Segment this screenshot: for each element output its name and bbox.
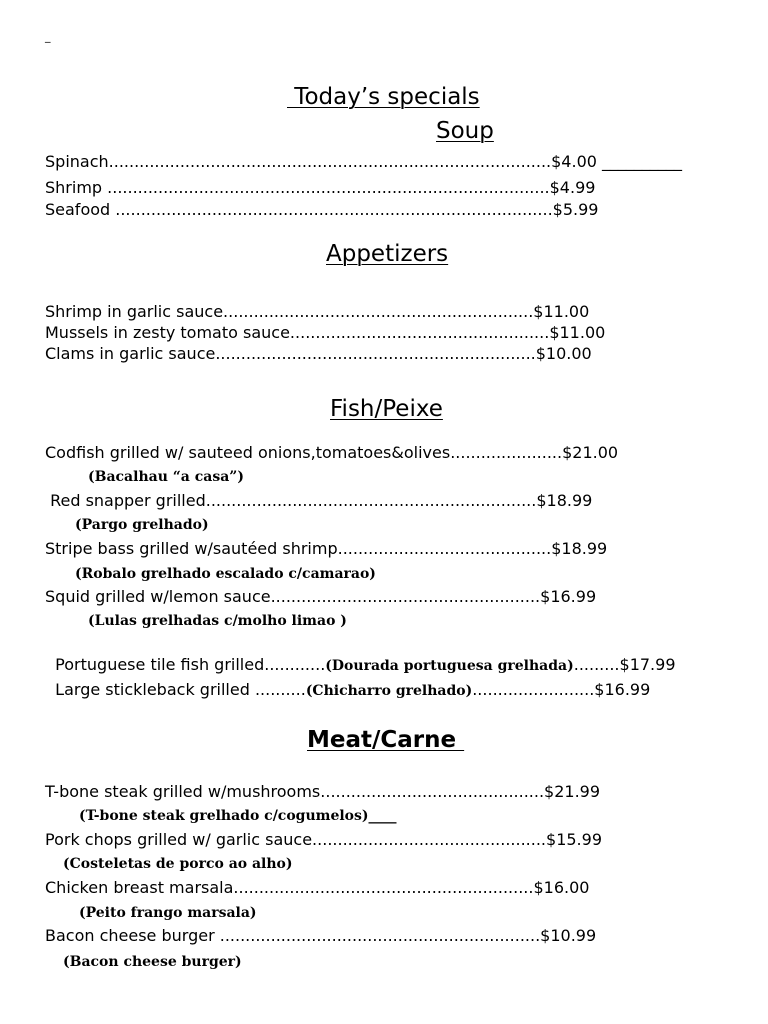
- menu-item: Pork chops grilled w/ garlic sauce..............................................$15.99: [45, 830, 602, 849]
- menu-item-translation: (Lulas grelhadas c/molho limao ): [88, 613, 347, 629]
- menu-item-translation: (Robalo grelhado escalado c/camarao): [75, 566, 376, 582]
- menu-item-name: Large stickleback grilled ..........: [55, 680, 306, 699]
- menu-item: Mussels in zesty tomato sauce...................................................$11.00: [45, 323, 606, 342]
- menu-item-translation: (Pargo grelhado): [75, 517, 209, 533]
- menu-item: Clams in garlic sauce...............................................................$10.00: [45, 344, 592, 363]
- section-heading-appetizers: Appetizers: [326, 241, 449, 267]
- menu-item-translation: (Costeletas de porco ao alho): [63, 856, 293, 872]
- menu-item-translation: (T-bone steak grelhado c/cogumelos)____: [79, 808, 397, 824]
- menu-item: [45, 660, 650, 701]
- menu-item-translation: (Bacalhau “a casa”): [88, 469, 244, 485]
- menu-item: Chicken breast marsala...........................................................$16.00: [45, 878, 590, 897]
- menu-item-name: Portuguese tile fish grilled............: [55, 655, 326, 674]
- menu-item: Seafood ......................................................................................$5.99: [45, 200, 599, 219]
- menu-item-price: .........$17.99: [573, 655, 676, 674]
- menu-item: Shrimp in garlic sauce.............................................................$11.00: [45, 302, 590, 321]
- menu-item: Shrimp .......................................................................................$4.99: [45, 178, 596, 197]
- menu-item: Red snapper grilled.................................................................$18.99: [45, 491, 593, 510]
- page-title: Today’s specials: [287, 84, 480, 110]
- section-heading-meat: Meat/Carne: [307, 727, 465, 753]
- section-heading-soup: Soup: [436, 118, 494, 144]
- menu-item: Bacon cheese burger ...............................................................$10.99: [45, 926, 597, 945]
- menu-item-translation: (Dourada portuguesa grelhada): [325, 658, 574, 674]
- menu-item-translation: (Chicharro grelhado): [305, 683, 473, 699]
- menu-item: Squid grilled w/lemon sauce.....................................................$16.99: [45, 587, 597, 606]
- menu-item: Stripe bass grilled w/sautéed shrimp..........................................$18.99: [45, 539, 608, 558]
- menu-item-translation: (Peito frango marsala): [79, 905, 257, 921]
- corner-mark: _: [45, 30, 51, 43]
- menu-item: Spinach.......................................................................................$4.00 __________: [45, 152, 683, 171]
- menu-item-translation: (Bacon cheese burger): [63, 954, 242, 970]
- menu-item: T-bone steak grilled w/mushrooms............................................$21.99: [45, 782, 601, 801]
- menu-item: Codfish grilled w/ sauteed onions,tomatoes&olives......................$21.00: [45, 443, 619, 462]
- menu-item-price: ........................$16.99: [472, 680, 651, 699]
- section-heading-fish: Fish/Peixe: [330, 396, 443, 422]
